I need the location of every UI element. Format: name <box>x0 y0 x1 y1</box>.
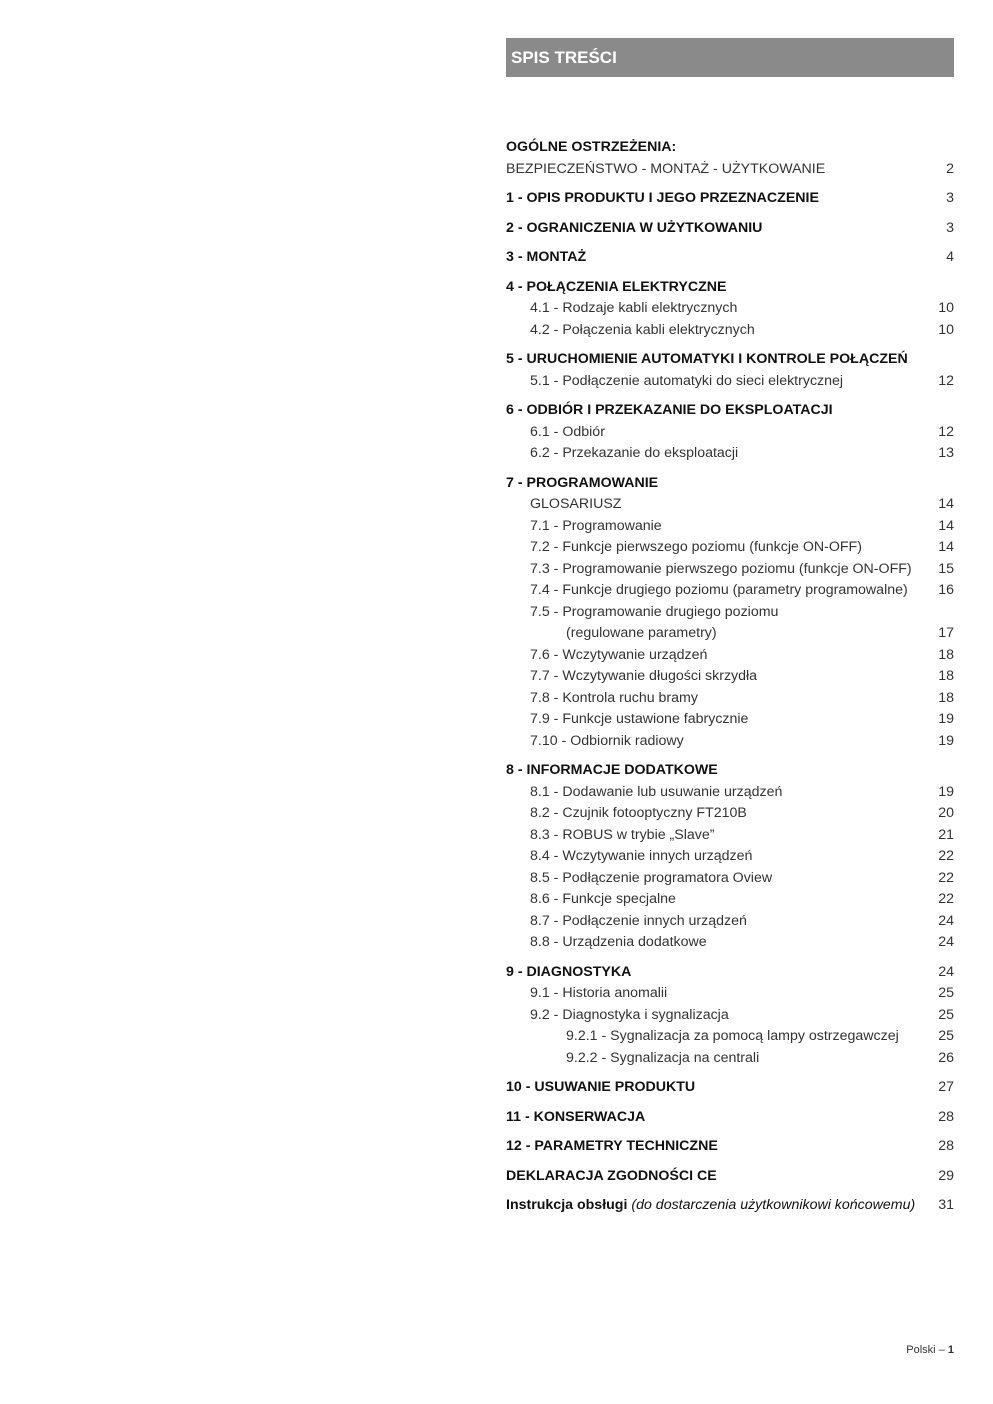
toc-section <box>506 1136 954 1158</box>
toc-entry-text: 7 - PROGRAMOWANIE <box>506 474 659 491</box>
toc-entry-row <box>506 1048 954 1070</box>
toc-entry-text: 7.4 - Funkcje drugiego poziomu (parametry programowalne) <box>530 582 908 598</box>
toc-entry-text: 8.4 - Wczytywanie innych urządzeń <box>530 848 753 864</box>
toc-entry-label <box>506 1048 954 1070</box>
toc-entry-text: 9.2 - Diagnostyka i sygnalizacja <box>530 1006 729 1023</box>
toc-entry-text: 5.1 - Podłączenie automatyki do sieci elektrycznej <box>530 372 844 389</box>
toc-entry-label <box>506 422 954 444</box>
toc-entry-row <box>506 320 954 342</box>
toc-page-number: 22 <box>938 891 954 907</box>
toc-entry-label <box>506 537 954 559</box>
toc-entry-row <box>506 983 954 1005</box>
toc-section <box>506 400 954 465</box>
toc-page-number: 13 <box>938 445 954 461</box>
toc-heading-row <box>506 473 954 495</box>
toc-entry-label <box>506 247 954 269</box>
toc-page-number: 28 <box>938 1138 954 1154</box>
toc-entry-label <box>506 473 954 495</box>
toc-entry-text: 6.2 - Przekazanie do eksploatacji <box>530 445 739 461</box>
toc-entry-text: 7.6 - Wczytywanie urządzeń <box>530 646 708 663</box>
toc-entry-label <box>506 623 954 645</box>
toc-entry-label <box>506 277 954 299</box>
toc-entry-text: 9.1 - Historia anomalii <box>530 985 668 1001</box>
toc-section <box>506 1107 954 1129</box>
toc-heading-row <box>506 1195 954 1217</box>
toc-section <box>506 277 954 342</box>
toc-entry-row <box>506 666 954 688</box>
toc-entry-label <box>506 645 954 667</box>
toc-entry-label <box>506 1195 954 1217</box>
toc-entry-text: Instrukcja obsługi <box>506 1197 628 1213</box>
toc-section <box>506 188 954 210</box>
toc-entry-text: (regulowane parametry) <box>566 625 717 641</box>
toc-entry-text: 11 - KONSERWACJA <box>506 1108 646 1125</box>
toc-page-number: 24 <box>938 934 954 950</box>
toc-entry-row <box>506 516 954 538</box>
toc-heading-row <box>506 247 954 269</box>
toc-entry-row <box>506 580 954 602</box>
toc-entry-text: 12 - PARAMETRY TECHNICZNE <box>506 1138 718 1154</box>
toc-page-number: 10 <box>938 321 954 338</box>
toc-section <box>506 760 954 954</box>
toc-entry-text: 6 - ODBIÓR I PRZEKAZANIE DO EKSPLOATACJI <box>506 402 833 418</box>
toc-page-number: 16 <box>938 582 954 598</box>
toc-entry-text: 7.5 - Programowanie drugiego poziomu <box>530 603 779 620</box>
toc-page-number: 19 <box>938 711 954 727</box>
toc-heading-row <box>506 400 954 422</box>
page-title: SPIS TREŚCI <box>511 48 617 67</box>
toc-page-number: 17 <box>938 625 954 641</box>
toc-entry-text: 2 - OGRANICZENIA W UŻYTKOWANIU <box>506 219 763 236</box>
toc-heading-row <box>506 137 954 159</box>
toc-section <box>506 137 954 180</box>
toc-entry-text: 8.6 - Funkcje specjalne <box>530 891 676 907</box>
toc-entry-text: 9 - DIAGNOSTYKA <box>506 963 632 980</box>
toc-entry-row <box>506 731 954 753</box>
toc-entry-label <box>506 494 954 516</box>
toc-entry-text: 8 - INFORMACJE DODATKOWE <box>506 762 718 778</box>
toc-entry-label <box>506 188 954 210</box>
toc-entry-text: 4.1 - Rodzaje kabli elektrycznych <box>530 300 738 316</box>
toc-section <box>506 247 954 269</box>
toc-page-number: 12 <box>938 372 954 389</box>
toc-entry-row <box>506 932 954 954</box>
toc-page-number: 3 <box>946 190 954 206</box>
toc-page-number: 25 <box>938 1006 954 1023</box>
toc-entry-text: OGÓLNE OSTRZEŻENIA: <box>506 139 677 155</box>
toc-entry-label <box>506 825 954 847</box>
toc-page-number: 3 <box>946 219 954 236</box>
toc-entry-row <box>506 825 954 847</box>
toc-heading-row <box>506 188 954 210</box>
toc-page-number: 18 <box>938 646 954 663</box>
toc-entry-text: 7.8 - Kontrola ruchu bramy <box>530 689 698 706</box>
toc-entry-text: 9.2.1 - Sygnalizacja za pomocą lampy ostrzegawczej <box>566 1028 899 1044</box>
toc-entry-label <box>506 846 954 868</box>
toc-page-number: 27 <box>938 1079 954 1095</box>
toc-page-number: 22 <box>938 848 954 864</box>
toc-entry-label <box>506 1077 954 1099</box>
toc-page-number: 28 <box>938 1108 954 1125</box>
toc-entry-label <box>506 911 954 933</box>
toc-heading-row <box>506 760 954 782</box>
toc-entry-label <box>506 889 954 911</box>
toc-entry-label <box>506 298 954 320</box>
toc-entry-text: 8.8 - Urządzenia dodatkowe <box>530 934 707 950</box>
toc-entry-text: DEKLARACJA ZGODNOŚCI CE <box>506 1167 717 1184</box>
toc-page-number: 20 <box>938 805 954 821</box>
toc-entry-label <box>506 932 954 954</box>
toc-heading-row <box>506 1107 954 1129</box>
toc-entry-row <box>506 422 954 444</box>
toc-page-number: 31 <box>938 1197 954 1213</box>
toc-page-number: 22 <box>938 869 954 886</box>
toc-heading-row <box>506 962 954 984</box>
toc-page-number: 15 <box>938 560 954 577</box>
toc-entry-label <box>506 159 954 181</box>
toc-entry-label <box>506 559 954 581</box>
toc-entry-label <box>506 666 954 688</box>
toc-section <box>506 218 954 240</box>
toc-page-number: 14 <box>938 539 954 555</box>
toc-entry-label <box>506 688 954 710</box>
toc-entry-label <box>506 1166 954 1188</box>
toc-entry-text: 7.3 - Programowanie pierwszego poziomu (funkcje ON-OFF) <box>530 560 912 577</box>
toc-page-number: 25 <box>938 985 954 1001</box>
toc-entry-label <box>506 349 954 371</box>
toc-entry-row <box>506 443 954 465</box>
toc-entry-row <box>506 1005 954 1027</box>
toc-header-bar <box>506 38 954 77</box>
toc-entry-row <box>506 846 954 868</box>
toc-entry-label <box>506 1005 954 1027</box>
toc-entry-text: 9.2.2 - Sygnalizacja na centrali <box>566 1049 760 1066</box>
toc-entry-text: 6.1 - Odbiór <box>530 423 605 440</box>
toc-entry-label <box>506 868 954 890</box>
toc-page-number: 21 <box>938 826 954 843</box>
toc-entry-label <box>506 320 954 342</box>
toc-entry-text: 8.1 - Dodawanie lub usuwanie urządzeń <box>530 783 783 800</box>
toc-page-number: 14 <box>938 496 954 512</box>
toc-heading-row <box>506 277 954 299</box>
toc-entry-text: 8.5 - Podłączenie programatora Oview <box>530 869 773 886</box>
toc-heading-row <box>506 1166 954 1188</box>
toc-section <box>506 1195 954 1217</box>
toc-entry-row <box>506 298 954 320</box>
toc-section <box>506 349 954 392</box>
toc-entry-label <box>506 602 954 624</box>
toc-page-number: 26 <box>938 1049 954 1066</box>
toc-entry-text: 7.1 - Programowanie <box>530 517 662 534</box>
toc-section <box>506 1166 954 1188</box>
toc-page-number: 4 <box>946 249 954 265</box>
toc-entry-row <box>506 782 954 804</box>
toc-page-number: 24 <box>938 963 954 980</box>
toc-page-number: 19 <box>938 732 954 749</box>
toc-entry-row <box>506 868 954 890</box>
toc-entry-row <box>506 537 954 559</box>
toc-entry-row <box>506 889 954 911</box>
toc-entry-text: 5 - URUCHOMIENIE AUTOMATYKI I KONTROLE POŁĄCZEŃ <box>506 351 908 367</box>
toc-entry-row <box>506 803 954 825</box>
toc-entry-text: 3 - MONTAŻ <box>506 249 587 265</box>
toc-entry-text: 7.7 - Wczytywanie długości skrzydła <box>530 668 758 684</box>
page-footer <box>906 1344 954 1356</box>
toc-page-number: 18 <box>938 689 954 706</box>
toc-entry-label <box>506 962 954 984</box>
toc-entry-label <box>506 443 954 465</box>
toc-heading-row <box>506 349 954 371</box>
toc-entry-label <box>506 731 954 753</box>
toc-entry-label <box>506 137 954 159</box>
toc-entry-label <box>506 782 954 804</box>
toc-entry-row <box>506 159 954 181</box>
toc-entry-text: 1 - OPIS PRODUKTU I JEGO PRZEZNACZENIE <box>506 190 819 206</box>
toc-entry-label <box>506 371 954 393</box>
toc-entry-row <box>506 559 954 581</box>
toc-entry-row <box>506 911 954 933</box>
toc-page-number: 29 <box>938 1167 954 1184</box>
toc-page-number: 14 <box>938 517 954 534</box>
toc-page-number: 12 <box>938 423 954 440</box>
toc-heading-row <box>506 1077 954 1099</box>
toc-entry-row <box>506 494 954 516</box>
toc-entry-label <box>506 760 954 782</box>
toc-page-number: 18 <box>938 668 954 684</box>
toc-entry-label <box>506 400 954 422</box>
toc-entry-row <box>506 371 954 393</box>
toc-entry-row <box>506 1026 954 1048</box>
toc-entry-text: 10 - USUWANIE PRODUKTU <box>506 1079 696 1095</box>
toc-section <box>506 962 954 1070</box>
footer-language: Polski – <box>906 1344 945 1356</box>
toc-entry-label <box>506 709 954 731</box>
table-of-contents <box>506 137 954 1225</box>
toc-entry-label <box>506 1107 954 1129</box>
toc-heading-row <box>506 1136 954 1158</box>
toc-page-number: 25 <box>938 1028 954 1044</box>
toc-entry-label <box>506 803 954 825</box>
toc-page-number: 2 <box>946 160 954 177</box>
toc-entry-text: 7.10 - Odbiornik radiowy <box>530 732 684 749</box>
toc-page-number: 10 <box>938 300 954 316</box>
toc-entry-label <box>506 1136 954 1158</box>
toc-entry-text: 8.7 - Podłączenie innych urządzeń <box>530 912 747 929</box>
toc-entry-label <box>506 218 954 240</box>
toc-entry-text: 7.9 - Funkcje ustawione fabrycznie <box>530 711 749 727</box>
toc-entry-text: GLOSARIUSZ <box>530 496 622 512</box>
toc-entry-text: 7.2 - Funkcje pierwszego poziomu (funkcje ON-OFF) <box>530 539 862 555</box>
toc-entry-text: 8.2 - Czujnik fotooptyczny FT210B <box>530 805 747 821</box>
toc-entry-label <box>506 983 954 1005</box>
toc-entry-text: 4 - POŁĄCZENIA ELEKTRYCZNE <box>506 278 727 295</box>
toc-section <box>506 1077 954 1099</box>
toc-entry-label <box>506 516 954 538</box>
toc-entry-note: (do dostarczenia użytkownikowi końcowemu) <box>631 1197 916 1213</box>
footer-page-number: 1 <box>947 1344 954 1356</box>
toc-entry-row <box>506 688 954 710</box>
toc-entry-text: 4.2 - Połączenia kabli elektrycznych <box>530 321 755 338</box>
toc-entry-label <box>506 580 954 602</box>
toc-entry-row <box>506 602 954 624</box>
toc-entry-row <box>506 709 954 731</box>
toc-section <box>506 473 954 753</box>
toc-entry-row <box>506 623 954 645</box>
toc-entry-row <box>506 645 954 667</box>
toc-page-number: 24 <box>938 912 954 929</box>
toc-entry-label <box>506 1026 954 1048</box>
toc-entry-text: BEZPIECZEŃSTWO - MONTAŻ - UŻYTKOWANIE <box>506 160 826 177</box>
toc-heading-row <box>506 218 954 240</box>
toc-page-number: 19 <box>938 783 954 800</box>
toc-entry-text: 8.3 - ROBUS w trybie „Slave” <box>530 826 715 843</box>
